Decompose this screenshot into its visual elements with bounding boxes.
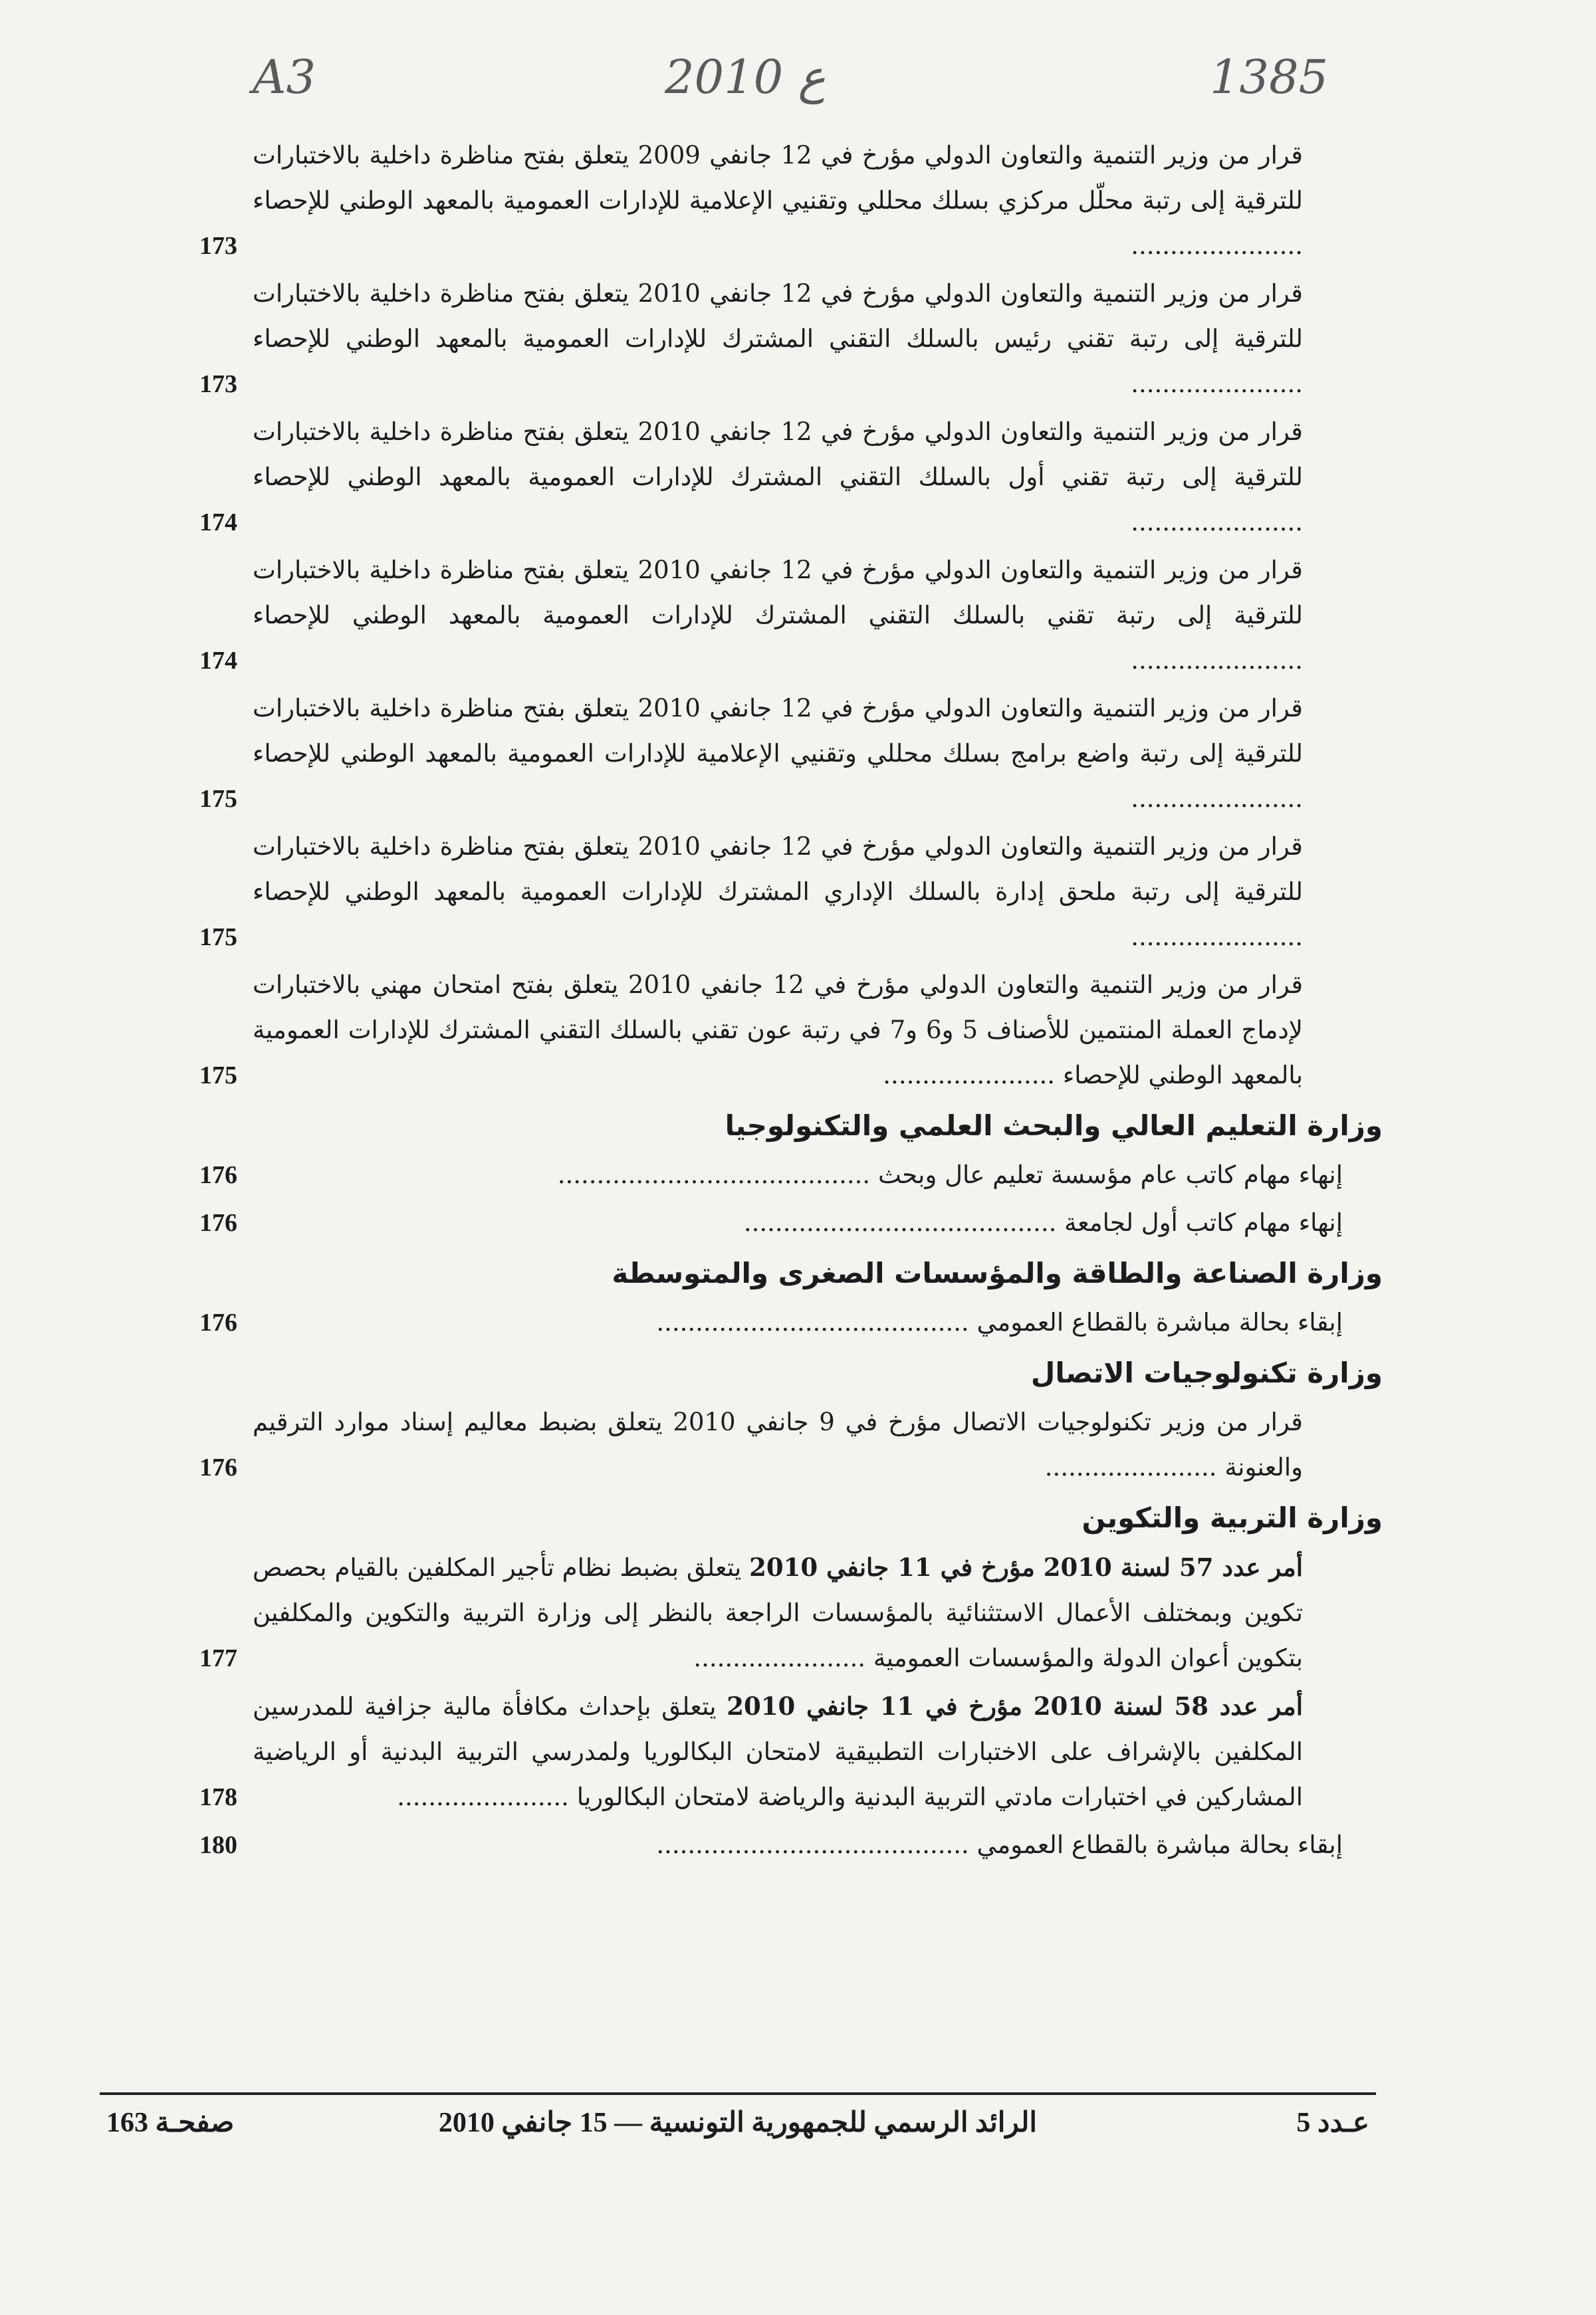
toc-entry-text: قرار من وزير التنمية والتعاون الدولي مؤرخ في 12 جانفي 2010 يتعلق بفتح مناظرة داخلية بالاختبارات للترقية إلى رتبة واضع برامج بسلك محللي وتقنيي الإعلامية للإدارات العمومية بالمعهد الوطني للإحصاء bbox=[253, 694, 1303, 768]
toc-page-number: 180 bbox=[199, 1831, 237, 1859]
toc-entry-text: قرار من وزير التنمية والتعاون الدولي مؤرخ في 12 جانفي 2010 يتعلق بفتح امتحان مهني بالاختبارات لإدماج العملة المنتمين للأصناف 5 و6 و7 في رتبة عون تقني بالسلك التقني المشترك للإدارات العمومية بالمعهد الوطني للإحصاء bbox=[253, 970, 1304, 1089]
toc-page-number: 173 bbox=[199, 370, 237, 398]
dot-leader: ........................................ bbox=[656, 1308, 977, 1337]
dot-leader: ...................... bbox=[1131, 784, 1303, 813]
toc-entry bbox=[199, 1153, 1383, 1198]
dot-leader: ........................................ bbox=[656, 1830, 977, 1859]
dot-leader: ...................... bbox=[1131, 231, 1303, 260]
dot-leader: ...................... bbox=[1131, 370, 1303, 398]
handwritten-date: ع 2010 bbox=[665, 50, 826, 104]
toc-page-number: 174 bbox=[199, 508, 237, 536]
toc-entry-text: إنهاء مهام كاتب عام مؤسسة تعليم عال وبحث bbox=[877, 1160, 1343, 1189]
toc-entry bbox=[199, 1400, 1383, 1490]
dot-leader: ...................... bbox=[1131, 646, 1303, 675]
toc-page-number: 175 bbox=[199, 923, 237, 951]
toc-entry-text: يتعلق بضبط نظام تأجير المكلفين بالقيام بحصص تكوين وبمختلف الأعمال الاستثنائية بالمؤسسات الراجعة بالنظر إلى وزارة التربية والتكوين والمكلفين بتكوين أعوان الدولة والمؤسسات العمومية bbox=[253, 1553, 1303, 1672]
toc-entry bbox=[199, 1822, 1383, 1868]
toc-entry bbox=[199, 409, 1383, 545]
toc-entry-text: قرار من وزير التنمية والتعاون الدولي مؤرخ في 12 جانفي 2009 يتعلق بفتح مناظرة داخلية بالاختبارات للترقية إلى رتبة محلّل مركزي بسلك محللي وتقنيي الإعلامية للإدارات العمومية بالمعهد الوطني للإحصاء bbox=[253, 141, 1303, 215]
decree-reference: أمر عدد 58 لسنة 2010 مؤرخ في 11 جانفي 2010 bbox=[727, 1692, 1303, 1721]
toc-entry-text: قرار من وزير التنمية والتعاون الدولي مؤرخ في 12 جانفي 2010 يتعلق بفتح مناظرة داخلية بالاختبارات للترقية إلى رتبة تقني بالسلك التقني المشترك للإدارات العمومية بالمعهد الوطني للإحصاء bbox=[253, 556, 1303, 629]
toc-page-number: 176 bbox=[199, 1161, 237, 1189]
decree-reference: أمر عدد 57 لسنة 2010 مؤرخ في 11 جانفي 2010 bbox=[749, 1553, 1304, 1582]
dot-leader: ........................................ bbox=[557, 1160, 878, 1189]
ministry-heading: وزارة التعليم العالي والبحث العلمي والتكنولوجيا bbox=[725, 1109, 1383, 1142]
toc-entry bbox=[199, 962, 1383, 1098]
toc-entry-text: قرار من وزير تكنولوجيات الاتصال مؤرخ في 9 جانفي 2010 يتعلق بضبط معاليم إسناد موارد الترقيم والعنونة bbox=[253, 1408, 1303, 1482]
toc-entry bbox=[199, 824, 1383, 960]
toc-entry bbox=[199, 686, 1383, 822]
dot-leader: ...................... bbox=[1044, 1453, 1225, 1482]
footer-page-number: صفحـة 163 bbox=[106, 2108, 235, 2138]
toc-page-number: 176 bbox=[199, 1309, 237, 1337]
toc-entry bbox=[199, 1300, 1383, 1345]
toc-page-number: 176 bbox=[199, 1209, 237, 1237]
table-of-contents bbox=[199, 133, 1383, 1870]
toc-entry bbox=[199, 1545, 1383, 1681]
toc-entry-text: إبقاء بحالة مباشرة بالقطاع العمومي bbox=[976, 1308, 1343, 1337]
dot-leader: ...................... bbox=[397, 1783, 577, 1811]
footer-divider bbox=[100, 2092, 1376, 2095]
toc-page-number: 175 bbox=[199, 1061, 237, 1089]
dot-leader: ...................... bbox=[883, 1061, 1063, 1089]
toc-entry-text: قرار من وزير التنمية والتعاون الدولي مؤرخ في 12 جانفي 2010 يتعلق بفتح مناظرة داخلية بالاختبارات للترقية إلى رتبة ملحق إدارة بالسلك الإداري المشترك للإدارات العمومية بالمعهد الوطني للإحصاء bbox=[253, 832, 1303, 906]
ministry-heading: وزارة التربية والتكوين bbox=[1082, 1501, 1383, 1534]
toc-page-number: 177 bbox=[199, 1644, 237, 1672]
handwritten-mark-left: A3 bbox=[253, 50, 316, 104]
dot-leader: ........................................ bbox=[743, 1208, 1065, 1237]
dot-leader: ...................... bbox=[1131, 508, 1303, 536]
footer-journal-title: الرائد الرسمي للجمهورية التونسية — 15 جانفي 2010 bbox=[438, 2108, 1038, 2138]
toc-entry-text: إنهاء مهام كاتب أول لجامعة bbox=[1064, 1208, 1343, 1237]
ministry-heading: وزارة تكنولوجيات الاتصال bbox=[1030, 1357, 1383, 1389]
toc-entry bbox=[199, 271, 1383, 407]
toc-entry-text: قرار من وزير التنمية والتعاون الدولي مؤرخ في 12 جانفي 2010 يتعلق بفتح مناظرة داخلية بالاختبارات للترقية إلى رتبة تقني أول بالسلك التقني المشترك للإدارات العمومية بالمعهد الوطني للإحصاء bbox=[253, 417, 1303, 491]
dot-leader: ...................... bbox=[693, 1644, 873, 1672]
toc-page-number: 178 bbox=[199, 1783, 237, 1811]
toc-entry bbox=[199, 133, 1383, 269]
ministry-heading: وزارة الصناعة والطاقة والمؤسسات الصغرى والمتوسطة bbox=[612, 1257, 1383, 1289]
dot-leader: ...................... bbox=[1131, 923, 1303, 951]
handwritten-number: 1385 bbox=[1210, 50, 1329, 104]
page-footer bbox=[100, 2106, 1376, 2152]
toc-entry bbox=[199, 548, 1383, 683]
toc-entry-text: إبقاء بحالة مباشرة بالقطاع العمومي bbox=[976, 1830, 1343, 1859]
toc-entry-text: قرار من وزير التنمية والتعاون الدولي مؤرخ في 12 جانفي 2010 يتعلق بفتح مناظرة داخلية بالاختبارات للترقية إلى رتبة تقني رئيس بالسلك التقني المشترك للإدارات العمومية بالمعهد الوطني للإحصاء bbox=[253, 279, 1303, 353]
toc-page-number: 174 bbox=[199, 647, 237, 675]
toc-page-number: 173 bbox=[199, 232, 237, 260]
toc-entry bbox=[199, 1684, 1383, 1820]
toc-entry bbox=[199, 1200, 1383, 1246]
toc-entry-text: يتعلق بإحداث مكافأة مالية جزافية للمدرسين المكلفين بالإشراف على الاختبارات التطبيقية لامتحان البكالوريا ولمدرسي التربية البدنية أو الرياضية المشاركين في اختبارات مادتي التربية البدنية والرياضة لامتحان البكالوريا bbox=[253, 1692, 1303, 1811]
toc-page-number: 176 bbox=[199, 1454, 237, 1482]
footer-issue-number: عـدد 5 bbox=[1296, 2108, 1369, 2138]
toc-page-number: 175 bbox=[199, 785, 237, 813]
